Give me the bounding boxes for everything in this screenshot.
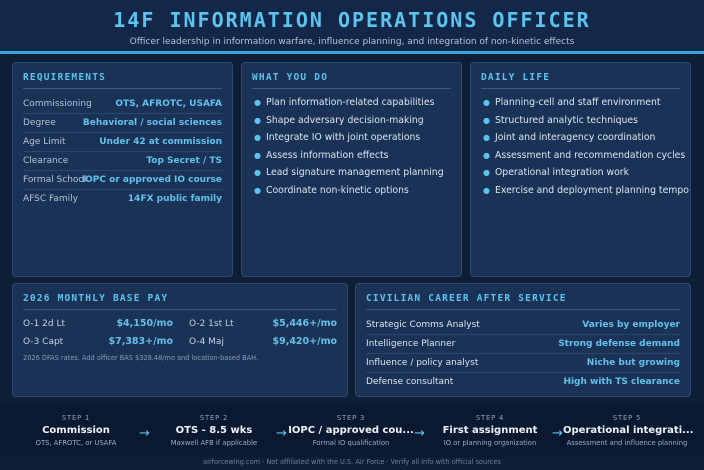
- career-row: [366, 316, 680, 335]
- requirement-value: Behavioral / social sciences: [82, 118, 222, 128]
- bullet-icon: ●: [254, 150, 261, 160]
- career-label: Influence / policy analyst: [366, 358, 479, 368]
- step-5: [563, 404, 694, 447]
- step-3: [287, 404, 415, 447]
- requirement-row: [23, 152, 222, 171]
- list-item: [254, 185, 453, 203]
- list-item-text: Plan information-related capabilities: [265, 97, 435, 108]
- step-number: STEP 1: [61, 414, 91, 422]
- step-title: IOPC / approved cou...: [288, 425, 414, 436]
- requirement-label: Commissioning: [23, 99, 92, 109]
- what-you-do-card: [241, 62, 462, 277]
- requirement-row: [23, 171, 222, 190]
- divider: [252, 88, 451, 89]
- step-subtitle: Maxwell AFB if applicable: [170, 439, 258, 447]
- list-item: [254, 167, 453, 185]
- requirements-title: REQUIREMENTS: [23, 72, 107, 83]
- arrow-right-icon: →: [139, 426, 150, 441]
- base-pay-title: 2026 MONTHLY BASE PAY: [23, 293, 169, 304]
- career-row: [366, 373, 680, 392]
- career-value: High with TS clearance: [563, 377, 680, 387]
- step-number: STEP 4: [475, 414, 505, 422]
- list-item: [483, 115, 682, 133]
- step-4: [426, 404, 554, 447]
- page-header: [0, 0, 704, 54]
- step-title: Operational integrati...: [563, 425, 694, 436]
- requirement-row: [23, 114, 222, 133]
- career-value: Niche but growing: [586, 358, 680, 368]
- pay-grade-label: O-3 Capt: [23, 337, 64, 347]
- step-1: [12, 404, 140, 447]
- bullet-icon: ●: [254, 115, 261, 125]
- bullet-icon: ●: [483, 185, 490, 195]
- divider: [366, 309, 680, 310]
- requirement-label: Degree: [23, 118, 56, 128]
- footer-disclaimer: airforcewing.com · Not affiliated with the U.S. Air Force · Verify all info with official sources: [203, 458, 501, 466]
- divider: [23, 309, 337, 310]
- list-item: [483, 184, 689, 203]
- requirement-row: [23, 95, 222, 114]
- list-item-text: Structured analytic techniques: [494, 114, 638, 126]
- career-label: Defense consultant: [366, 377, 454, 387]
- pay-amount: $7,383+/mo: [108, 336, 173, 347]
- bullet-icon: ●: [254, 133, 261, 142]
- requirements-card: [12, 62, 233, 277]
- divider: [23, 88, 222, 89]
- step-subtitle: Assessment and influence planning: [566, 439, 688, 447]
- pay-grade-label: O-2 1st Lt: [189, 319, 234, 329]
- daily-life-title: DAILY LIFE: [481, 72, 551, 83]
- requirement-value: IOPC or approved IO course: [81, 175, 222, 185]
- pay-grade-label: O-4 Maj: [189, 337, 224, 347]
- list-item-text: Lead signature management planning: [265, 167, 444, 178]
- step-number: STEP 3: [336, 414, 366, 422]
- civilian-career-title: CIVILIAN CAREER AFTER SERVICE: [366, 293, 567, 304]
- pay-amount: $9,420+/mo: [272, 336, 337, 347]
- requirement-value: OTS, AFROTC, USAFA: [115, 99, 222, 109]
- requirement-label: AFSC Family: [23, 194, 78, 204]
- requirement-row: [23, 133, 222, 152]
- step-subtitle: IO or planning organization: [443, 439, 537, 447]
- list-item-text: Planning-cell and staff environment: [494, 97, 661, 108]
- bullet-icon: ●: [483, 133, 490, 142]
- list-item-text: Joint and interagency coordination: [494, 132, 656, 143]
- pay-amount: $5,446+/mo: [272, 318, 337, 329]
- list-item-text: Integrate IO with joint operations: [265, 132, 421, 143]
- career-value: Varies by employer: [582, 320, 680, 330]
- list-item: [254, 150, 453, 168]
- list-item: [483, 97, 682, 115]
- page-subtitle: Officer leadership in information warfare, influence planning, and integration of non-kinetic effects: [129, 37, 575, 47]
- daily-life-card: [470, 62, 691, 277]
- bullet-icon: ●: [483, 150, 490, 160]
- arrow-right-icon: →: [276, 426, 287, 441]
- step-subtitle: OTS, AFROTC, or USAFA: [35, 439, 117, 447]
- list-item-text: Assessment and recommendation cycles: [494, 149, 686, 161]
- career-row: [366, 335, 680, 354]
- requirement-value: 14FX public family: [127, 194, 222, 204]
- list-item-text: Coordinate non-kinetic options: [265, 184, 409, 196]
- career-label: Intelligence Planner: [366, 339, 456, 349]
- requirement-value: Top Secret / TS: [146, 156, 222, 166]
- list-item-text: Shape adversary decision-making: [265, 114, 424, 126]
- civilian-career-card: [355, 283, 691, 397]
- divider: [481, 88, 680, 89]
- step-number: STEP 2: [199, 414, 229, 422]
- list-item-text: Assess information effects: [265, 149, 389, 161]
- step-2: [150, 404, 278, 447]
- career-row: [366, 354, 680, 373]
- step-title: OTS - 8.5 wks: [175, 425, 253, 436]
- step-subtitle: Formal IO qualification: [312, 439, 390, 447]
- list-item-text: Exercise and deployment planning tempo: [494, 184, 689, 196]
- requirement-row: [23, 190, 222, 209]
- list-item: [483, 132, 682, 150]
- bullet-icon: ●: [254, 185, 261, 195]
- list-item: [254, 132, 453, 150]
- requirement-label: Age Limit: [23, 137, 66, 147]
- career-steps: [0, 404, 704, 457]
- career-value: Strong defense demand: [558, 339, 680, 349]
- requirement-value: Under 42 at commission: [99, 137, 222, 147]
- requirement-label: Formal School: [23, 175, 87, 185]
- bullet-icon: ●: [483, 168, 490, 177]
- arrow-right-icon: →: [414, 426, 425, 441]
- list-item: [254, 97, 453, 115]
- pay-amount: $4,150/mo: [116, 318, 173, 329]
- step-title: Commission: [42, 425, 110, 436]
- base-pay-card: [12, 283, 348, 397]
- what-you-do-title: WHAT YOU DO: [252, 72, 329, 83]
- list-item-text: Operational integration work: [494, 167, 630, 178]
- bullet-icon: ●: [254, 168, 261, 177]
- pay-footnote: 2026 DFAS rates. Add officer BAS $328.48/mo and location-based BAH.: [23, 354, 259, 362]
- step-number: STEP 5: [612, 414, 642, 422]
- bullet-icon: ●: [254, 98, 261, 107]
- bullet-icon: ●: [483, 98, 490, 107]
- list-item: [483, 149, 686, 168]
- career-label: Strategic Comms Analyst: [366, 320, 480, 330]
- bullet-icon: ●: [483, 115, 490, 125]
- requirement-label: Clearance: [23, 156, 69, 166]
- list-item: [254, 115, 453, 133]
- step-title: First assignment: [442, 425, 538, 436]
- page-title: 14F INFORMATION OPERATIONS OFFICER: [113, 8, 591, 32]
- list-item: [483, 167, 682, 185]
- pay-grade-label: O-1 2d Lt: [23, 319, 66, 329]
- arrow-right-icon: →: [552, 426, 563, 441]
